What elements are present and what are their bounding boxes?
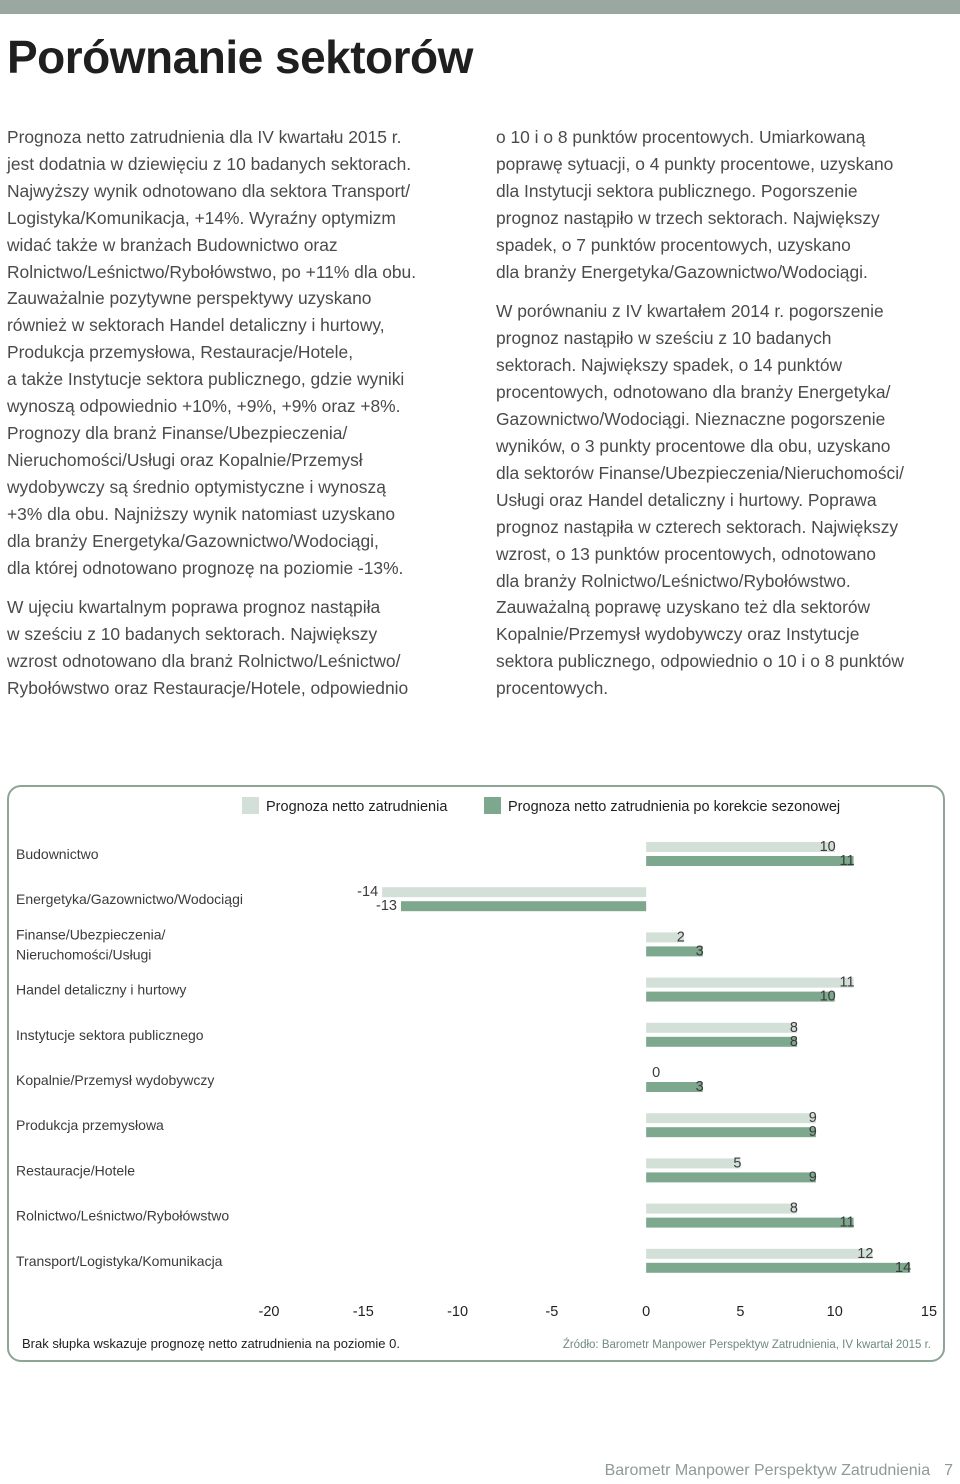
page-title: Porównanie sektorów bbox=[7, 31, 473, 83]
bar bbox=[382, 887, 646, 897]
data-label: 8 bbox=[789, 1200, 798, 1217]
data-label: 12 bbox=[857, 1245, 874, 1262]
x-tick-label: -20 bbox=[258, 1304, 280, 1320]
x-tick-label: 15 bbox=[920, 1304, 938, 1320]
data-label: -13 bbox=[376, 898, 397, 915]
bar bbox=[646, 1218, 853, 1228]
x-tick-label: 10 bbox=[826, 1304, 843, 1320]
page-footer bbox=[605, 1462, 953, 1480]
legend-swatch bbox=[242, 797, 259, 814]
category-label: Budownictwo bbox=[16, 846, 99, 862]
category-label: Instytucje sektora publicznego bbox=[16, 1026, 204, 1043]
data-label: 3 bbox=[695, 943, 704, 960]
page-number: 7 bbox=[944, 1462, 953, 1479]
category-label: Transport/Logistyka/Komunikacja bbox=[16, 1252, 223, 1269]
category-label: Restauracje/Hotele bbox=[16, 1162, 136, 1179]
bar bbox=[646, 1172, 816, 1182]
bar bbox=[646, 1204, 797, 1214]
bar bbox=[646, 978, 853, 988]
category-label: Rolnictwo/Leśnictwo/Rybołówstwo bbox=[16, 1207, 230, 1224]
chart-source: Źródło: Barometr Manpower Perspektyw Zatrudnienia, IV kwartał 2015 r. bbox=[562, 1339, 931, 1351]
data-label: 11 bbox=[839, 853, 855, 869]
category-label: Energetyka/Gazownictwo/Wodociągi bbox=[16, 891, 243, 908]
bar bbox=[646, 992, 835, 1002]
bar bbox=[401, 901, 646, 911]
bar bbox=[646, 1158, 740, 1168]
x-tick-label: 0 bbox=[642, 1304, 651, 1320]
category-label: Handel detaliczny i hurtowy bbox=[16, 981, 187, 998]
chart-note: Brak słupka wskazuje prognozę netto zatrudnienia na poziomie 0. bbox=[22, 1336, 400, 1351]
data-label: 10 bbox=[819, 988, 836, 1005]
x-tick-label: -5 bbox=[545, 1304, 559, 1320]
data-label: 14 bbox=[895, 1259, 912, 1276]
data-label: 8 bbox=[789, 1033, 798, 1050]
category-label: Nieruchomości/Usługi bbox=[16, 946, 152, 963]
data-label: 5 bbox=[733, 1155, 742, 1172]
category-label: Kopalnie/Przemysł wydobywczy bbox=[16, 1072, 215, 1088]
data-label: 8 bbox=[789, 1019, 798, 1036]
data-label: 9 bbox=[808, 1169, 817, 1186]
data-label: 2 bbox=[676, 929, 685, 946]
data-label: 10 bbox=[819, 839, 836, 855]
data-label: 11 bbox=[839, 974, 855, 991]
paragraph: W ujęciu kwartalnym poprawa prognoz nastąpiła w sześciu z 10 badanych sektorach. Największy wzrost odnotowano dla branż Rolnictwo/Leśnictwo/ Rybołówstwo oraz Restauracje/Hotele, odpowiednio bbox=[7, 597, 409, 699]
bar bbox=[646, 1113, 816, 1123]
bar bbox=[646, 1082, 703, 1092]
paragraph: Prognoza netto zatrudnienia dla IV kwartału 2015 r. jest dodatnia w dziewięciu z 10 badanych sektorach. Najwyższy wynik odnotowano dla sektora Transport/ Logistyka/Komunikacja, +14%. Wyraźny optymizm widać także w branżach Budownictwo oraz Rolnictwo/Leśnictwo/Rybołówstwo, po +11% dla obu. Zauważalnie pozytywne perspektywy uzyskano również w sektorach Handel detaliczny i hurtowy, Produkcja przemysłowa, Restauracje/Hotele, a także Instytucje sektora publicznego, gdzie wyniki wynoszą odpowiednio +10%, +9%, +9% oraz +8%. Prognozy dla branż Finanse/Ubezpieczenia/ Nieruchomości/Usługi oraz Kopalnie/Przemysł wydobywczy są średnio optymistyczne i wynoszą +3% dla obu. Najniższy wynik natomiast uzyskano dla branży Energetyka/Gazownictwo/Wodociągi, dla której odnotowano prognozę na poziomie -13%. bbox=[7, 127, 417, 578]
legend-label: Prognoza netto zatrudnienia po korekcie sezonowej bbox=[508, 799, 841, 815]
legend-label: Prognoza netto zatrudnienia bbox=[266, 799, 448, 815]
category-label: Produkcja przemysłowa bbox=[16, 1117, 164, 1134]
paragraph: W porównaniu z IV kwartałem 2014 r. pogorszenie prognoz nastąpiło w sześciu z 10 badanych sektorach. Największy spadek, o 14 punktów procentowych, odnotowano dla branży Energetyka/ Gazownictwo/Wodociągi. Nieznaczne pogorszenie wyników, o 3 punkty procentowe dla obu, uzyskano dla sektorów Finanse/Ubezpieczenia/Nieruchomości/ Usługi oraz Handel detaliczny i hurtowy. Poprawa prognoz nastąpiła w czterech sektorach. Największy wzrost, o 13 punktów procentowych, odnotowano dla branży Rolnictwo/Leśnictwo/Rybołówstwo. Zauważalną poprawę uzyskano też dla sektorów Kopalnie/Przemysł wydobywczy oraz Instytucje sektora publicznego, odpowiednio o 10 i o 8 punktów procentowych. bbox=[496, 301, 904, 699]
bar bbox=[646, 946, 703, 956]
footer-label: Barometr Manpower Perspektyw Zatrudnienia bbox=[604, 1462, 931, 1479]
legend-swatch bbox=[484, 797, 501, 814]
bar bbox=[646, 1037, 797, 1047]
data-label: 9 bbox=[808, 1124, 817, 1141]
data-label: 11 bbox=[839, 1214, 855, 1231]
data-label: 9 bbox=[808, 1110, 817, 1127]
data-label: 3 bbox=[695, 1079, 704, 1095]
bar bbox=[646, 1023, 797, 1033]
paragraph: o 10 i o 8 punktów procentowych. Umiarkowaną poprawę sytuacji, o 4 punkty procentowe, uzyskano dla Instytucji sektora publicznego. Pogorszenie prognoz nastąpiło w trzech sektorach. Największy spadek, o 7 punktów procentowych, uzyskano dla branży Energetyka/Gazownictwo/Wodociągi. bbox=[496, 127, 894, 282]
x-tick-label: -10 bbox=[447, 1304, 469, 1320]
bar bbox=[646, 842, 835, 852]
bar bbox=[646, 856, 853, 866]
bar bbox=[646, 1263, 910, 1273]
data-label: 0 bbox=[652, 1065, 661, 1081]
x-tick-label: 5 bbox=[736, 1304, 745, 1320]
data-label: -14 bbox=[357, 884, 379, 901]
x-tick-label: -15 bbox=[352, 1304, 374, 1320]
category-label: Finanse/Ubezpieczenia/ bbox=[16, 926, 166, 943]
bar bbox=[646, 1127, 816, 1137]
bar bbox=[646, 1249, 872, 1259]
